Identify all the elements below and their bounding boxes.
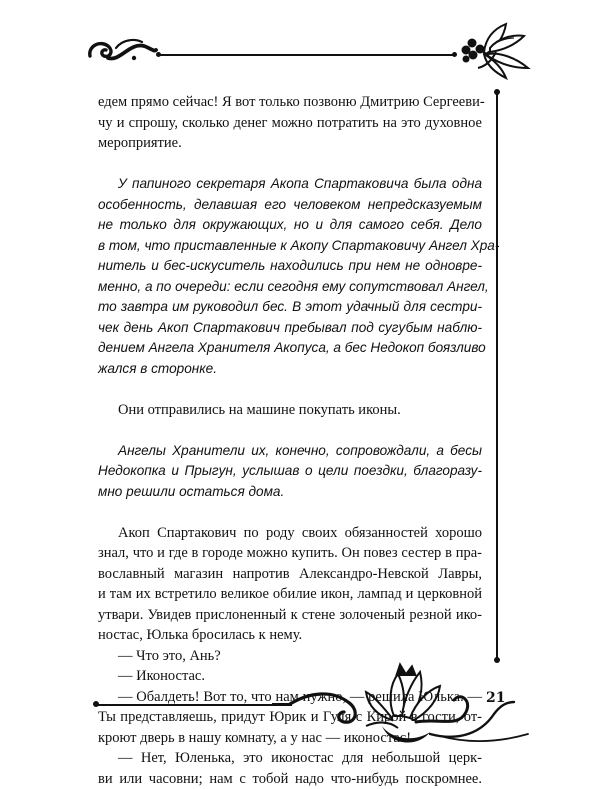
swirl-ornament-icon — [86, 36, 158, 64]
text-line: Ты представляешь, придут Юрик и Гуля с Кирой в гости, от- — [98, 707, 482, 728]
dialogue-line: — Иконостас. — [98, 666, 482, 687]
page-number: 21 — [486, 690, 505, 706]
text-line: У папиного секретаря Акопа Спартаковича была одна — [98, 174, 482, 195]
text-line: не только для окружающих, но и для самого себя. Дело — [98, 215, 482, 236]
text-line: ностас, Юлька бросилась к нему. — [98, 625, 482, 646]
flower-ornament-icon — [456, 22, 534, 80]
body-text — [98, 92, 482, 789]
rule-dot — [494, 89, 500, 95]
text-line: менно, а по очереди: если сегодня ему сопутствовал Ангел, — [98, 277, 482, 298]
text-line: вославный магазин напротив Александро-Невской Лавры, — [98, 564, 482, 585]
text-line: знал, что и где в городе можно купить. Он повез сестер в пра- — [98, 543, 482, 564]
text-line: чу и спрошу, сколько денег можно потратить на это духовное — [98, 113, 482, 134]
text-line: и там их встретило великое обилие икон, лампад и церковной — [98, 584, 482, 605]
text-line: в том, что приставленные к Акопу Спартаковичу Ангел Хра- — [98, 236, 482, 257]
text-line: Акоп Спартакович по роду своих обязанностей хорошо — [98, 523, 482, 544]
paragraph — [98, 523, 482, 789]
dialogue-line: — Нет, Юленька, это иконостас для небольшой церк- — [98, 748, 482, 769]
text-line: едем прямо сейчас! Я вот только позвоню Дмитрию Сергееви- — [98, 92, 482, 113]
paragraph — [98, 174, 482, 379]
paragraph — [98, 92, 482, 154]
paragraph — [98, 400, 482, 421]
text-line: мно решили остаться дома. — [98, 482, 482, 503]
text-line: Недокопка и Прыгун, услышав о цели поездки, благоразу- — [98, 461, 482, 482]
text-line: Они отправились на машине покупать иконы. — [98, 400, 482, 421]
text-line: дением Ангела Хранителя Акопуса, а бес Недокоп боязливо — [98, 338, 482, 359]
text-line: кроют дверь в нашу комнату, а у нас — иконостас! — [98, 728, 482, 749]
dialogue-line: — Что это, Ань? — [98, 646, 482, 667]
side-rule — [496, 92, 498, 660]
text-line: то завтра им руководил бес. В этот удачный для сестри- — [98, 297, 482, 318]
dialogue-line: — Обалдеть! Вот то, что нам нужно, — решила Юлька. — — [98, 687, 482, 708]
text-line: жался в сторонке. — [98, 359, 482, 380]
text-line: нитель и бес-искуситель находились при нем не одновре- — [98, 256, 482, 277]
top-rule — [158, 54, 456, 56]
paragraph — [98, 441, 482, 503]
text-line: мероприятие. — [98, 133, 482, 154]
text-line: утвари. Увидев прислоненный к стене золоченый резной ико- — [98, 605, 482, 626]
text-line: Ангелы Хранители их, конечно, сопровождали, а бесы — [98, 441, 482, 462]
text-line: ви или часовни; нам с тобой надо что-нибудь поскромнее. — [98, 769, 482, 789]
text-line: чек день Акоп Спартакович пребывал под сугубым наблю- — [98, 318, 482, 339]
rule-dot — [156, 52, 161, 57]
text-line: особенность, делавшая его человеком непредсказуемым — [98, 195, 482, 216]
